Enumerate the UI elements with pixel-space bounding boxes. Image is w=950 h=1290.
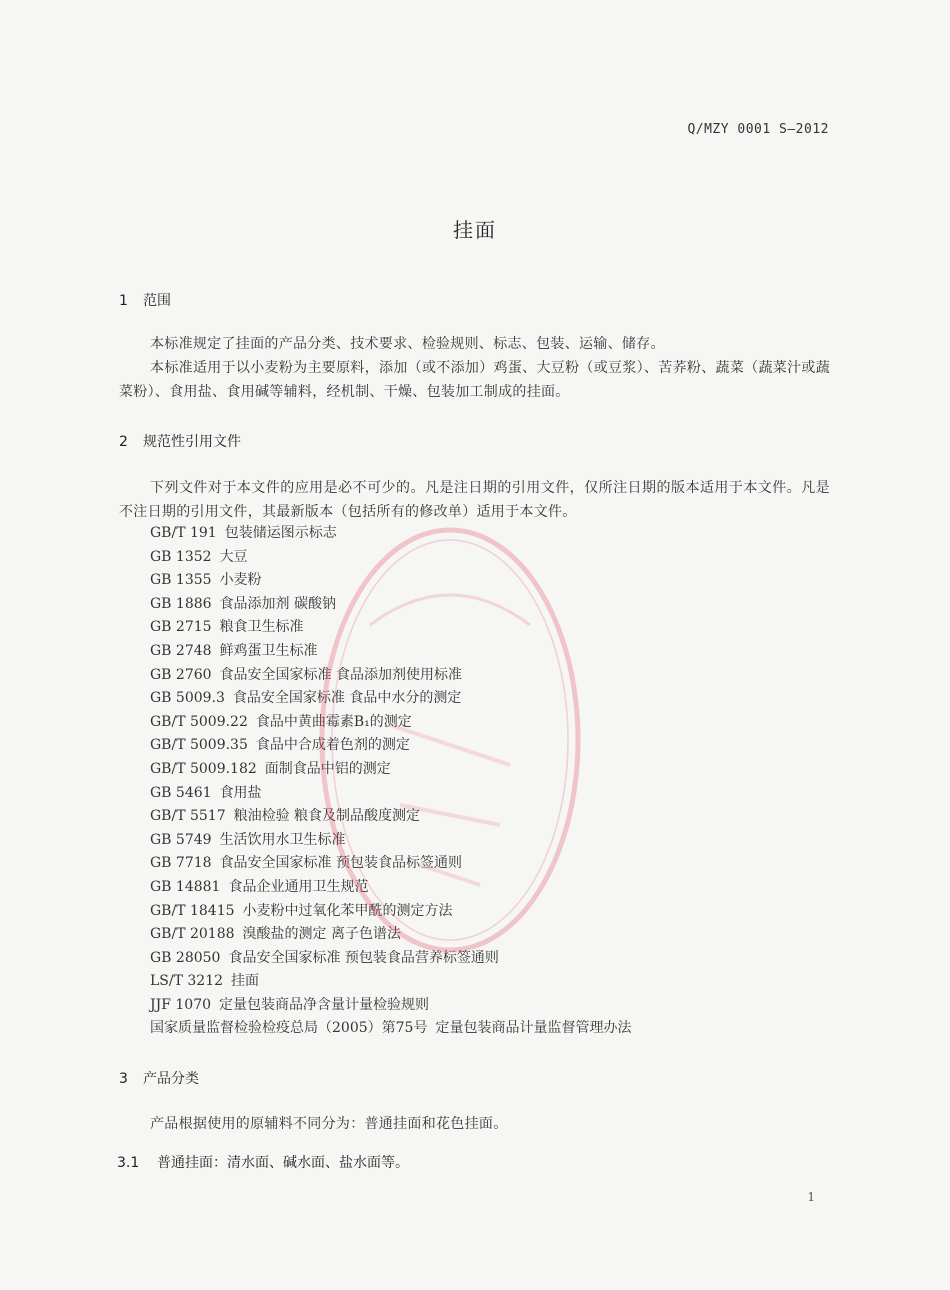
reference-code: GB 28050 [150, 949, 221, 966]
reference-code: GB 2715 [150, 619, 212, 636]
subsection-number: 3.1 [117, 1155, 140, 1171]
standard-code: Q/MZY 0001 S—2012 [687, 122, 829, 137]
reference-code: GB 1352 [150, 548, 212, 565]
reference-name: 食品安全国家标准 食品添加剂使用标准 [219, 666, 463, 683]
reference-code: GB 2748 [150, 642, 212, 659]
reference-name: 食品企业通用卫生规范 [228, 878, 369, 895]
reference-code: GB/T 5517 [150, 808, 226, 825]
reference-name: 食用盐 [219, 784, 262, 801]
reference-item [150, 640, 631, 664]
reference-item [150, 923, 631, 947]
reference-item [150, 994, 631, 1018]
reference-item [150, 546, 631, 570]
reference-code: GB 5461 [150, 784, 212, 801]
reference-name: 面制食品中铝的测定 [264, 760, 391, 777]
reference-name: 定量包装商品净含量计量检验规则 [219, 996, 430, 1013]
reference-name: 鲜鸡蛋卫生标准 [219, 642, 318, 659]
reference-code: GB 1355 [150, 572, 212, 589]
reference-code: 国家质量监督检验检疫总局（2005）第75号 [150, 1020, 428, 1037]
reference-code: GB/T 5009.35 [150, 737, 248, 754]
reference-name: 食品安全国家标准 预包装食品标签通则 [219, 855, 463, 872]
reference-item [150, 664, 631, 688]
reference-item [150, 758, 631, 782]
reference-code: GB 5749 [150, 831, 212, 848]
reference-name: 食品添加剂 碳酸钠 [219, 595, 337, 612]
section-number: 2 [119, 434, 128, 450]
section-number: 3 [119, 1071, 128, 1087]
page-number: 1 [807, 1190, 815, 1204]
reference-name: 小麦粉 [219, 572, 262, 589]
reference-name: 食品安全国家标准 预包装食品营养标签通则 [228, 949, 499, 966]
reference-item [150, 805, 631, 829]
reference-name: 粮食卫生标准 [219, 619, 304, 636]
reference-name: 食品中黄曲霉素B₁的测定 [255, 713, 412, 730]
reference-item [150, 711, 631, 735]
reference-code: GB 7718 [150, 855, 212, 872]
reference-item [150, 1017, 631, 1041]
reference-name: 粮油检验 粮食及制品酸度测定 [233, 808, 421, 825]
reference-name: 食品中合成着色剂的测定 [255, 737, 410, 754]
subsection-text: 普通挂面：清水面、碱水面、盐水面等。 [157, 1155, 409, 1171]
reference-name: 包装储运图示标志 [224, 525, 337, 541]
reference-name: 大豆 [219, 548, 248, 565]
section-2-heading [119, 431, 241, 451]
reference-name: 食品安全国家标准 食品中水分的测定 [232, 690, 462, 707]
section-2-intro: 下列文件对于本文件的应用是必不可少的。凡是注日期的引用文件，仅所注日期的版本适用于本文件。凡是不注日期的引用文件，其最新版本（包括所有的修改单）适用于本文件。 [119, 480, 830, 520]
section-title: 产品分类 [143, 1071, 199, 1087]
reference-name: 挂面 [231, 973, 260, 990]
section-3-para: 产品根据使用的原辅料不同分为：普通挂面和花色挂面。 [150, 1116, 508, 1132]
reference-code: GB/T 191 [150, 525, 217, 541]
reference-item [150, 593, 631, 617]
section-title: 范围 [143, 293, 171, 309]
reference-name: 小麦粉中过氧化苯甲酰的测定方法 [242, 902, 453, 919]
reference-item [150, 852, 631, 876]
reference-item [150, 876, 631, 900]
section-number: 1 [119, 293, 128, 309]
reference-name: 生活饮用水卫生标准 [219, 831, 346, 848]
section-1-para-2: 本标准适用于以小麦粉为主要原料，添加（或不添加）鸡蛋、大豆粉（或豆浆）、苦荞粉、蔬菜（蔬菜汁或蔬菜粉）、食用盐、食用碱等辅料，经机制、干燥、包装加工制成的挂面。 [119, 360, 830, 400]
reference-item [150, 900, 631, 924]
reference-item [150, 970, 631, 994]
reference-item [150, 782, 631, 806]
reference-code: GB 2760 [150, 666, 212, 683]
reference-name: 溴酸盐的测定 离子色谱法 [242, 926, 401, 943]
reference-item [150, 734, 631, 758]
reference-item [150, 829, 631, 853]
reference-code: GB/T 18415 [150, 902, 235, 919]
reference-code: GB 14881 [150, 878, 221, 895]
reference-code: GB 5009.3 [150, 690, 225, 707]
section-1-para-1: 本标准规定了挂面的产品分类、技术要求、检验规则、标志、包装、运输、储存。 [150, 336, 665, 352]
reference-item [150, 616, 631, 640]
section-title: 规范性引用文件 [143, 434, 241, 450]
reference-list [150, 522, 631, 1041]
reference-name: 定量包装商品计量监督管理办法 [435, 1020, 632, 1037]
document-title: 挂面 [453, 218, 497, 242]
reference-item [150, 569, 631, 593]
reference-item [150, 687, 631, 711]
reference-item [150, 947, 631, 971]
reference-code: GB 1886 [150, 595, 212, 612]
reference-code: JJF 1070 [150, 996, 212, 1013]
reference-code: GB/T 5009.22 [150, 713, 248, 730]
reference-item [150, 522, 631, 546]
section-1-heading [119, 290, 171, 310]
section-3-heading [119, 1068, 199, 1088]
subsection-3-1 [117, 1152, 409, 1172]
reference-code: GB/T 20188 [150, 926, 235, 943]
reference-code: LS/T 3212 [150, 973, 224, 990]
reference-code: GB/T 5009.182 [150, 760, 257, 777]
